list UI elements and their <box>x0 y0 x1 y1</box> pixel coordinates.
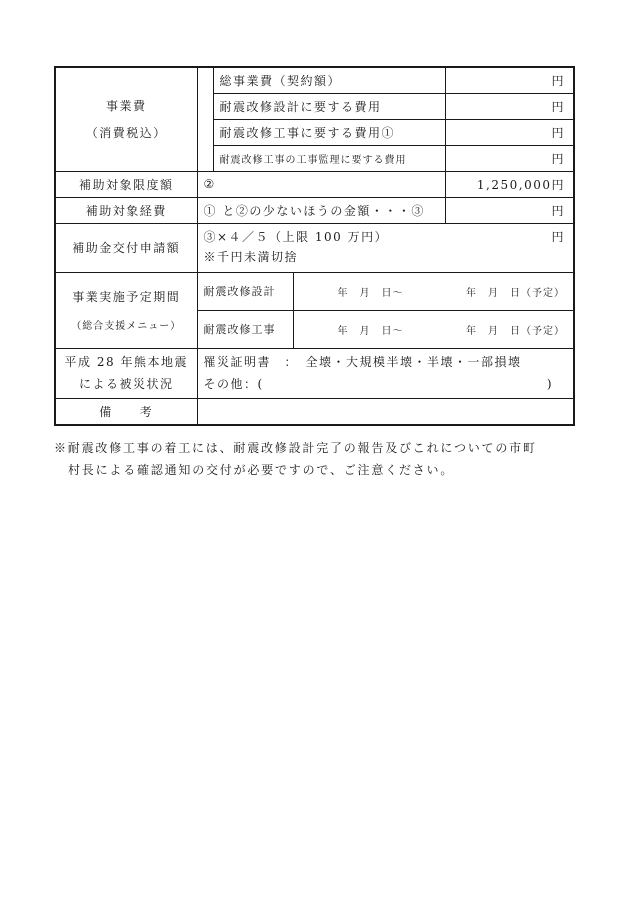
remarks-row <box>55 398 574 425</box>
subsidy-limit-unit: 円 <box>551 177 566 192</box>
subsidy-limit-row <box>55 171 574 197</box>
subsidy-request-note: ※千円未満切捨 <box>203 249 299 264</box>
earthquake-label-cell <box>55 348 197 398</box>
subsidy-cost-text: ① と②の少ないほうの金額・・・③ <box>197 197 445 223</box>
subsidy-cost-input[interactable]: 円 <box>445 197 574 223</box>
project-cost-spacer <box>197 67 213 171</box>
project-cost-sublabel: （消費税込） <box>85 126 167 141</box>
footnote <box>54 437 584 481</box>
damage-certificate: 罹災証明書 ： 全壊・大規模半壊・半壊・一部損壊 <box>203 355 522 369</box>
schedule-design-end: 年 月 日（予定） <box>466 287 566 299</box>
schedule-sublabel: （総合支援メニュー） <box>71 321 182 332</box>
application-form-table <box>54 66 575 426</box>
subsidy-limit-amount: 1,250,000 <box>476 177 552 192</box>
subsidy-request-formula: ③×４／５（上限 100 万円） <box>203 229 389 244</box>
subsidy-request-unit: 円 <box>551 229 566 244</box>
total-cost-label: 総事業費（契約額） <box>213 67 445 93</box>
subsidy-cost-label: 補助対象経費 <box>55 197 197 223</box>
subsidy-limit-mark: ② <box>197 171 445 197</box>
design-cost-input[interactable]: 円 <box>445 93 574 119</box>
construction-cost-input[interactable]: 円 <box>445 119 574 145</box>
subsidy-cost-row <box>55 197 574 223</box>
damage-other-close: ) <box>546 377 554 391</box>
schedule-label: 事業実施予定期間 <box>72 290 181 304</box>
earthquake-label-line2: による被災状況 <box>78 377 174 391</box>
footnote-line1: ※耐震改修工事の着工には、耐震改修設計完了の報告及びこれについての市町 <box>54 441 537 455</box>
subsidy-limit-value <box>445 171 574 197</box>
schedule-construction-label: 耐震改修工事 <box>197 310 293 348</box>
schedule-design-label: 耐震改修設計 <box>197 272 293 310</box>
earthquake-status-cell[interactable] <box>197 348 574 398</box>
damage-other: その他：( <box>203 377 264 391</box>
earthquake-row <box>55 348 574 398</box>
total-cost-input[interactable]: 円 <box>445 67 574 93</box>
construction-cost-label: 耐震改修工事に要する費用① <box>213 119 445 145</box>
earthquake-label-line1: 平成 28 年熊本地震 <box>64 355 188 369</box>
footnote-line2: 村長による確認通知の交付が必要ですので、ご注意ください。 <box>68 463 455 477</box>
schedule-design-period[interactable] <box>293 272 574 310</box>
schedule-label-cell <box>55 272 197 348</box>
design-cost-label: 耐震改修設計に要する費用 <box>213 93 445 119</box>
subsidy-request-cell[interactable] <box>197 223 574 272</box>
subsidy-limit-label: 補助対象限度額 <box>55 171 197 197</box>
project-cost-row <box>55 67 574 93</box>
project-cost-label-cell <box>55 67 197 171</box>
supervision-cost-input[interactable]: 円 <box>445 145 574 171</box>
schedule-design-start: 年 月 日～ <box>337 287 404 299</box>
remarks-input[interactable] <box>197 398 574 425</box>
project-cost-label: 事業費 <box>105 99 147 114</box>
remarks-label: 備 考 <box>55 398 197 425</box>
schedule-construction-start: 年 月 日～ <box>337 325 404 337</box>
schedule-construction-end: 年 月 日（予定） <box>466 325 566 337</box>
supervision-cost-label: 耐震改修工事の工事監理に要する費用 <box>213 145 445 171</box>
schedule-design-row <box>55 272 574 310</box>
subsidy-request-row <box>55 223 574 272</box>
schedule-construction-period[interactable] <box>293 310 574 348</box>
subsidy-request-label: 補助金交付申請額 <box>55 223 197 272</box>
